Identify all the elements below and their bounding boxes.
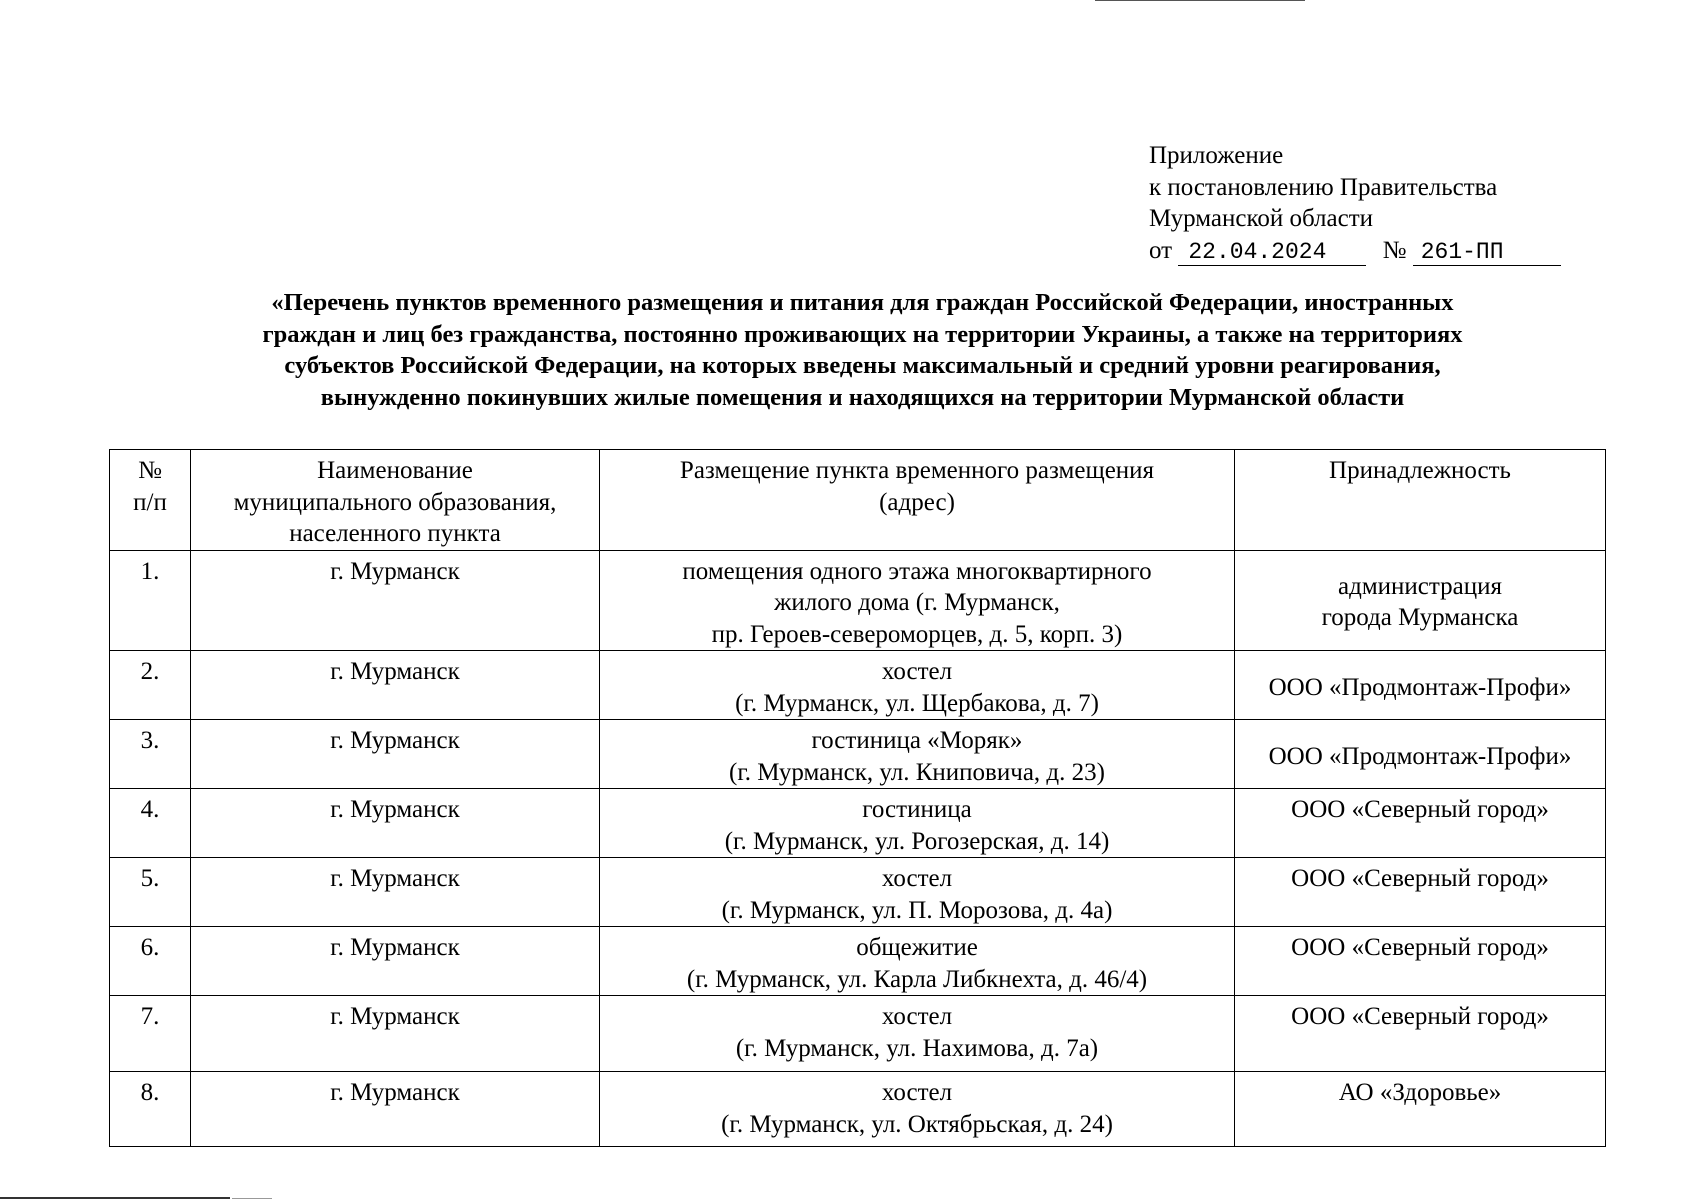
cell-municipality: г. Мурманск [191,789,600,858]
number-prefix: № [1382,236,1407,264]
cell-num: 7. [110,996,191,1072]
owner-line: АО «Здоровье» [1338,1079,1502,1106]
address-line: гостиница [862,796,972,823]
table-row [110,858,1606,927]
appendix-decree-reference: к постановлению Правительства [1149,173,1498,201]
table-row [110,651,1606,720]
owner-line: ООО «Северный город» [1291,1003,1549,1030]
cell-address [600,927,1235,996]
header-address [600,450,1235,551]
address-line: пр. Героев-североморцев, д. 5, корп. 3) [711,620,1123,648]
cell-address [600,720,1235,789]
cell-owner [1235,1072,1606,1147]
header-municipality [191,450,600,551]
cell-municipality: г. Мурманск [191,651,600,720]
cell-municipality: г. Мурманск [191,550,600,651]
address-line: (г. Мурманск, ул. Нахимова, д. 7а) [735,1034,1099,1062]
cell-municipality: г. Мурманск [191,1072,600,1147]
cell-owner [1235,858,1606,927]
document-title [120,287,1605,413]
owner-line: ООО «Продмонтаж-Профи» [1268,742,1572,770]
address-line: общежитие [856,934,978,961]
header-text: Принадлежность [1329,457,1511,484]
header-text: Наименование [317,457,473,484]
table-row [110,550,1606,651]
owner-line: ООО «Северный город» [1291,934,1549,961]
title-line: «Перечень пунктов временного размещения и питания для граждан Российской Федерации, иностранных [271,289,1454,316]
cell-address [600,651,1235,720]
address-line: хостел [881,658,953,685]
table-row [110,927,1606,996]
address-line: (г. Мурманск, ул. Карла Либкнехта, д. 46/4) [686,965,1148,993]
header-text: № [138,457,162,484]
table-row [110,789,1606,858]
title-line: граждан и лиц без гражданства, постоянно проживающих на территории Украины, а также на территориях [262,320,1463,348]
cell-owner [1235,996,1606,1072]
header-num [110,450,191,551]
scan-artifact-bottom-line [232,1198,272,1199]
cell-owner [1235,651,1606,720]
cell-num: 2. [110,651,191,720]
cell-num: 1. [110,550,191,651]
cell-address [600,1072,1235,1147]
cell-municipality: г. Мурманск [191,996,600,1072]
table-row [110,996,1606,1072]
decree-number: 261-ПП [1413,239,1561,266]
address-line: (г. Мурманск, ул. Рогозерская, д. 14) [724,827,1110,855]
address-line: хостел [881,1003,953,1030]
address-line: (г. Мурманск, ул. Щербакова, д. 7) [735,689,1099,717]
address-line: жилого дома (г. Мурманск, [774,589,1060,616]
address-line: помещения одного этажа многоквартирного [682,557,1152,585]
owner-line: ООО «Северный город» [1291,865,1549,892]
table-header-row [110,450,1606,551]
placement-points-table [109,449,1606,1147]
appendix-date-number-line [1149,235,1561,267]
owner-line: города Мурманска [1321,604,1519,631]
owner-line: администрация [1338,572,1502,600]
header-owner [1235,450,1606,551]
decree-date: 22.04.2024 [1178,239,1366,266]
address-line: хостел [881,1079,953,1106]
cell-num: 4. [110,789,191,858]
cell-municipality: г. Мурманск [191,927,600,996]
title-line: вынужденно покинувших жилые помещения и находящихся на территории Мурманской области [320,383,1405,411]
header-text: муниципального образования, [233,488,557,516]
address-line: (г. Мурманск, ул. Книповича, д. 23) [729,758,1105,786]
address-line: (г. Мурманск, ул. П. Морозова, д. 4а) [721,896,1113,924]
appendix-region: Мурманской области [1149,205,1374,232]
cell-address [600,996,1235,1072]
cell-owner [1235,550,1606,651]
title-line: субъектов Российской Федерации, на которых введены максимальный и средний уровни реагирования, [284,352,1441,379]
scan-artifact-bottom-line [0,1197,230,1199]
address-line: гостиница «Моряк» [811,727,1023,754]
cell-address [600,550,1235,651]
appendix-label: Приложение [1149,142,1284,169]
cell-num: 3. [110,720,191,789]
cell-owner [1235,720,1606,789]
table-row [110,720,1606,789]
cell-municipality: г. Мурманск [191,720,600,789]
header-text: населенного пункта [289,520,501,547]
header-text: (адрес) [879,488,955,516]
scan-artifact-top-line [1095,0,1305,1]
header-text: п/п [133,488,167,516]
cell-num: 6. [110,927,191,996]
cell-address [600,858,1235,927]
cell-owner [1235,927,1606,996]
table-row [110,1072,1606,1147]
cell-address [600,789,1235,858]
cell-num: 5. [110,858,191,927]
header-text: Размещение пункта временного размещения [679,457,1155,484]
address-line: хостел [881,865,953,892]
appendix-block [1149,140,1561,266]
cell-owner [1235,789,1606,858]
date-prefix: от [1149,236,1173,264]
cell-num: 8. [110,1072,191,1147]
owner-line: ООО «Северный город» [1291,796,1549,823]
owner-line: ООО «Продмонтаж-Профи» [1268,673,1572,701]
address-line: (г. Мурманск, ул. Октябрьская, д. 24) [721,1110,1113,1138]
cell-municipality: г. Мурманск [191,858,600,927]
